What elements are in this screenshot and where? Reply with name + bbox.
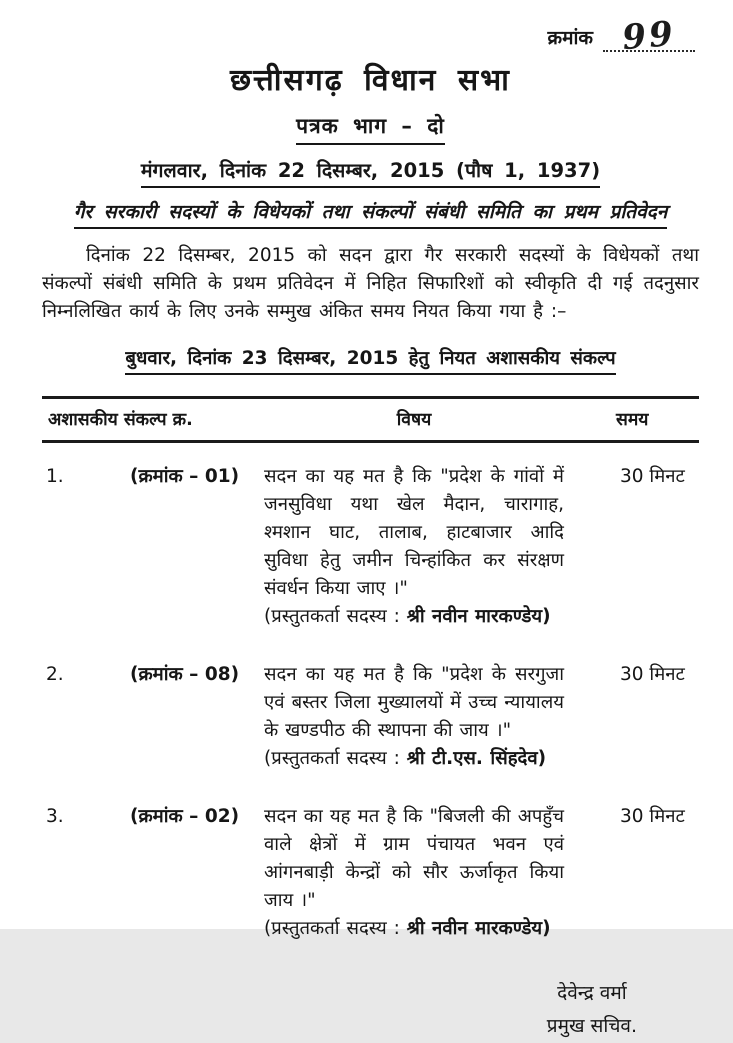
- row-presenter: [264, 915, 564, 943]
- serial-label: क्रमांक: [547, 27, 593, 49]
- signatory-name: देवेन्द्र वर्मा: [557, 981, 627, 1004]
- row-subject: [264, 803, 564, 943]
- row-subject-text: सदन का यह मत है कि "बिजली की अपहुँच वाले क्षेत्रों में ग्राम पंचायत भवन एवं आंगनबाड़ी केन्द्रों को सौर ऊर्जाकृत किया जाय ।": [264, 805, 564, 911]
- row-time: 30 मिनट: [620, 465, 685, 487]
- presenter-label: (प्रस्तुतकर्ता सदस्य :: [264, 747, 407, 769]
- column-header-subject: विषय: [396, 409, 432, 430]
- serial-handwritten-number: 99: [620, 13, 678, 59]
- table-row: [42, 463, 699, 631]
- row-presenter: [264, 603, 564, 631]
- intro-paragraph: दिनांक 22 दिसम्बर, 2015 को सदन द्वारा गैर सरकारी सदस्यों के विधेयकों तथा संकल्पों संबंधी समिति के प्रथम प्रतिवेदन में निहित सिफारिशों को स्वीकृति दी गई तदनुसार निम्नलिखित कार्य के लिए उनके सम्मुख अंकित समय नियत किया गया है :–: [42, 245, 699, 322]
- presenter-name: श्री टी.एस. सिंहदेव): [406, 747, 547, 769]
- presenter-name: श्री नवीन मारकण्डेय): [406, 605, 551, 627]
- presenter-label: (प्रस्तुतकर्ता सदस्य :: [264, 605, 407, 627]
- subtitle-row: [42, 112, 699, 145]
- row-serial: 2.: [46, 663, 64, 685]
- resolutions-table: [42, 396, 699, 943]
- presenter-name: श्री नवीन मारकण्डेय): [406, 917, 551, 939]
- row-resolution-number: (क्रमांक – 08): [130, 663, 240, 685]
- report-heading: गैर सरकारी सदस्यों के विधेयकों तथा संकल्पों संबंधी समिति का प्रथम प्रतिवेदन: [74, 198, 668, 229]
- row-subject: [264, 661, 564, 773]
- page-title: छत्तीसगढ़ विधान सभा: [230, 63, 511, 98]
- column-header-resolution-no: अशासकीय संकल्प क्र.: [48, 409, 193, 430]
- row-presenter: [264, 745, 564, 773]
- row-resolution-number: (क्रमांक – 01): [130, 465, 240, 487]
- table-row: [42, 803, 699, 943]
- presenter-label: (प्रस्तुतकर्ता सदस्य :: [264, 917, 407, 939]
- column-header-time: समय: [616, 409, 649, 430]
- date-heading: मंगलवार, दिनांक 22 दिसम्बर, 2015 (पौष 1, 1937): [141, 156, 600, 188]
- row-subject: [264, 463, 564, 631]
- row-serial: 1.: [46, 465, 64, 487]
- row-resolution-number: (क्रमांक – 02): [130, 805, 240, 827]
- row-time: 30 मिनट: [620, 663, 685, 685]
- row-time: 30 मिनट: [620, 805, 685, 827]
- row-serial: 3.: [46, 805, 64, 827]
- table-row: [42, 661, 699, 773]
- row-subject-text: सदन का यह मत है कि "प्रदेश के गांवों में जनसुविधा यथा खेल मैदान, चारागाह, श्मशान घाट, तालाब, हाटबाजार आदि सुविधा हेतु जमीन चिन्हांकित कर संरक्षण संवर्धन किया जाए ।": [264, 465, 564, 599]
- date-row: [42, 156, 699, 188]
- table-header-row: [42, 396, 699, 443]
- schedule-heading: बुधवार, दिनांक 23 दिसम्बर, 2015 हेतु नियत अशासकीय संकल्प: [125, 345, 615, 375]
- subtitle: पत्रक भाग – दो: [296, 112, 445, 145]
- serial-dotted-line: [603, 8, 695, 59]
- schedule-row: [42, 345, 699, 375]
- signatory-designation: प्रमुख सचिव.: [546, 1014, 637, 1037]
- row-subject-text: सदन का यह मत है कि "प्रदेश के सरगुजा एवं बस्तर जिला मुख्यालयों में उच्च न्यायालय के खण्डपीठ की स्थापना की जाय ।": [264, 663, 564, 741]
- serial-number-row: [42, 8, 699, 59]
- signature-block: [547, 977, 637, 1043]
- report-row: [42, 198, 699, 229]
